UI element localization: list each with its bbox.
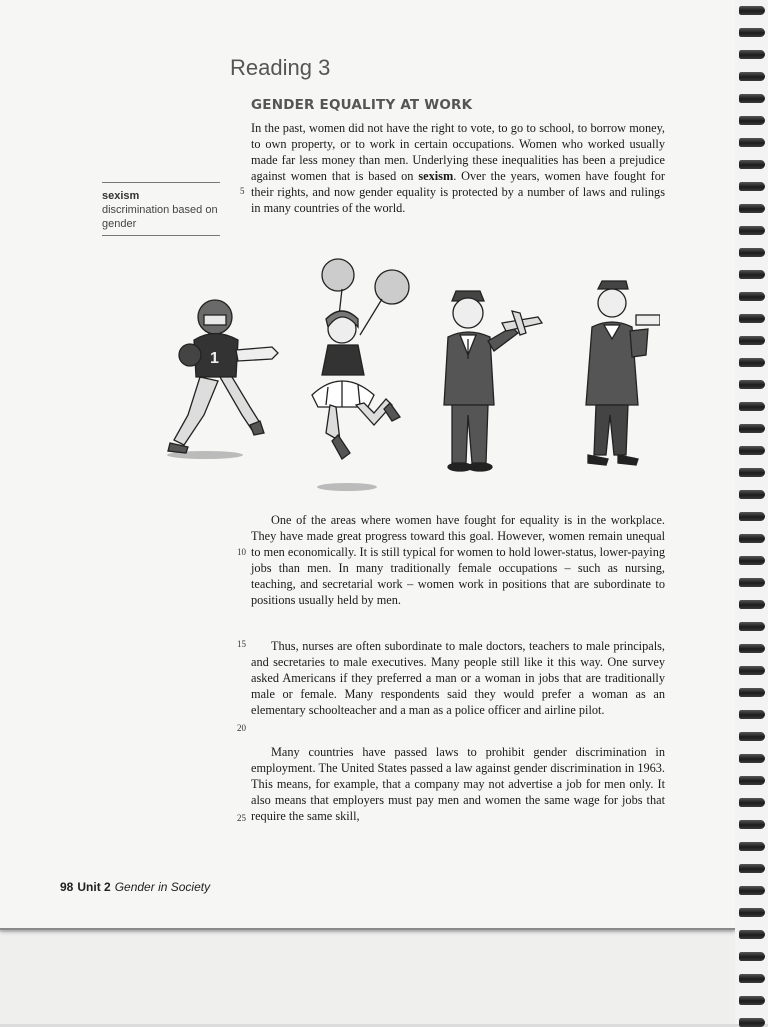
spiral-coil [739,776,765,785]
glossary-definition: discrimination based on gender [102,204,218,230]
spiral-coil [739,710,765,719]
spiral-coil [739,336,765,345]
shadow-cheerleader [317,483,377,491]
unit-title: Gender in Society [114,880,211,894]
spiral-coil [739,798,765,807]
article-title: GENDER EQUALITY AT WORK [251,97,473,113]
line-number-10: 10 [237,547,246,557]
paragraph-1-text-b: . Over the years, women have fought for their rights, and now gender equality is protected by a number of laws and rulings in many countries of the world. [251,169,665,216]
spiral-coil [739,402,765,411]
line-number-5: 5 [240,186,245,196]
spiral-coil [739,28,765,37]
spiral-coil [739,468,765,477]
spiral-binding [735,0,768,1024]
spiral-coil [739,116,765,125]
spiral-coil [739,270,765,279]
spiral-coil [739,204,765,213]
spiral-coil [739,952,765,961]
underlying-page [0,932,740,1024]
page-number: 98 [60,880,74,894]
jersey-number: 1 [210,350,219,367]
line-number-20: 20 [237,723,246,733]
spiral-coil [739,6,765,15]
spiral-coil [739,424,765,433]
spiral-coil [739,578,765,587]
glossary-note [102,182,220,236]
spiral-coil [739,358,765,367]
spiral-coil [739,138,765,147]
line-number-15: 15 [237,639,246,649]
spiral-coil [739,314,765,323]
spiral-coil [739,182,765,191]
spiral-coil [739,996,765,1005]
paragraph-1-text-a: In the past, women did not have the right to vote, to go to school, to borrow money, to own property, or to work in certain occupations. Women who worked usually made far less money than men. Underlying these inequalities has been a prejudice against women that is based on [251,121,665,184]
spiral-coil [739,732,765,741]
spiral-coil [739,622,765,631]
paragraph-1 [251,120,665,217]
spiral-coil [739,930,765,939]
unit-label: Unit 2 [77,880,111,894]
career-illustration [160,255,660,500]
spiral-coil [739,94,765,103]
spiral-coil [739,688,765,697]
glossary-term: sexism [102,190,140,202]
spiral-coil [739,600,765,609]
spiral-coil [739,490,765,499]
spiral-coil [739,380,765,389]
spiral-coil [739,50,765,59]
spiral-coil [739,556,765,565]
spiral-coil [739,666,765,675]
spiral-coil [739,226,765,235]
paragraph-2: One of the areas where women have fought for equality is in the workplace. They have made great progress toward this goal. However, women remain unequal to men economically. It is still typical for women to hold lower-status, lower-paying jobs than men. In many traditionally female occupations – such as nursing, teaching, and secretarial work – women work in positions that are subordinate to positions usually held by men. [251,513,665,608]
spiral-coil [739,644,765,653]
spiral-coil [739,842,765,851]
spiral-coil [739,864,765,873]
keyword-sexism: sexism [418,169,454,184]
cheerleader-figure [312,259,409,459]
paragraph-3: Thus, nurses are often subordinate to male doctors, teachers to male principals, and secretaries to male executives. Many people still like it this way. One survey asked Americans if they preferred a man or a woman in jobs that are traditionally male or female. Many respondents said they would prefer a woman as an elementary schoolteacher and a man as a police officer and airline pilot. [251,639,665,718]
spiral-coil [739,886,765,895]
spiral-coil [739,512,765,521]
spiral-coil [739,974,765,983]
spiral-coil [739,160,765,169]
reading-label: Reading 3 [230,55,331,80]
pilot-figure [444,291,542,471]
spiral-coil [739,292,765,301]
spiral-coil [739,446,765,455]
line-number-25: 25 [237,813,246,823]
spiral-coil [739,534,765,543]
football-player-figure [168,300,278,453]
spiral-coil [739,72,765,81]
paragraph-4: Many countries have passed laws to prohibit gender discrimination in employment. The United States passed a law against gender discrimination in 1963. This means, for example, that a company may not advertise a job for men only. It also means that employers must pay men and women the same wage for jobs that require the same skill, [251,745,665,824]
spiral-coil [739,908,765,917]
page-footer [60,880,210,894]
spiral-coil [739,754,765,763]
spiral-coil [739,248,765,257]
spiral-coil [739,820,765,829]
spiral-coil [739,1018,765,1027]
police-officer-figure [586,281,660,465]
